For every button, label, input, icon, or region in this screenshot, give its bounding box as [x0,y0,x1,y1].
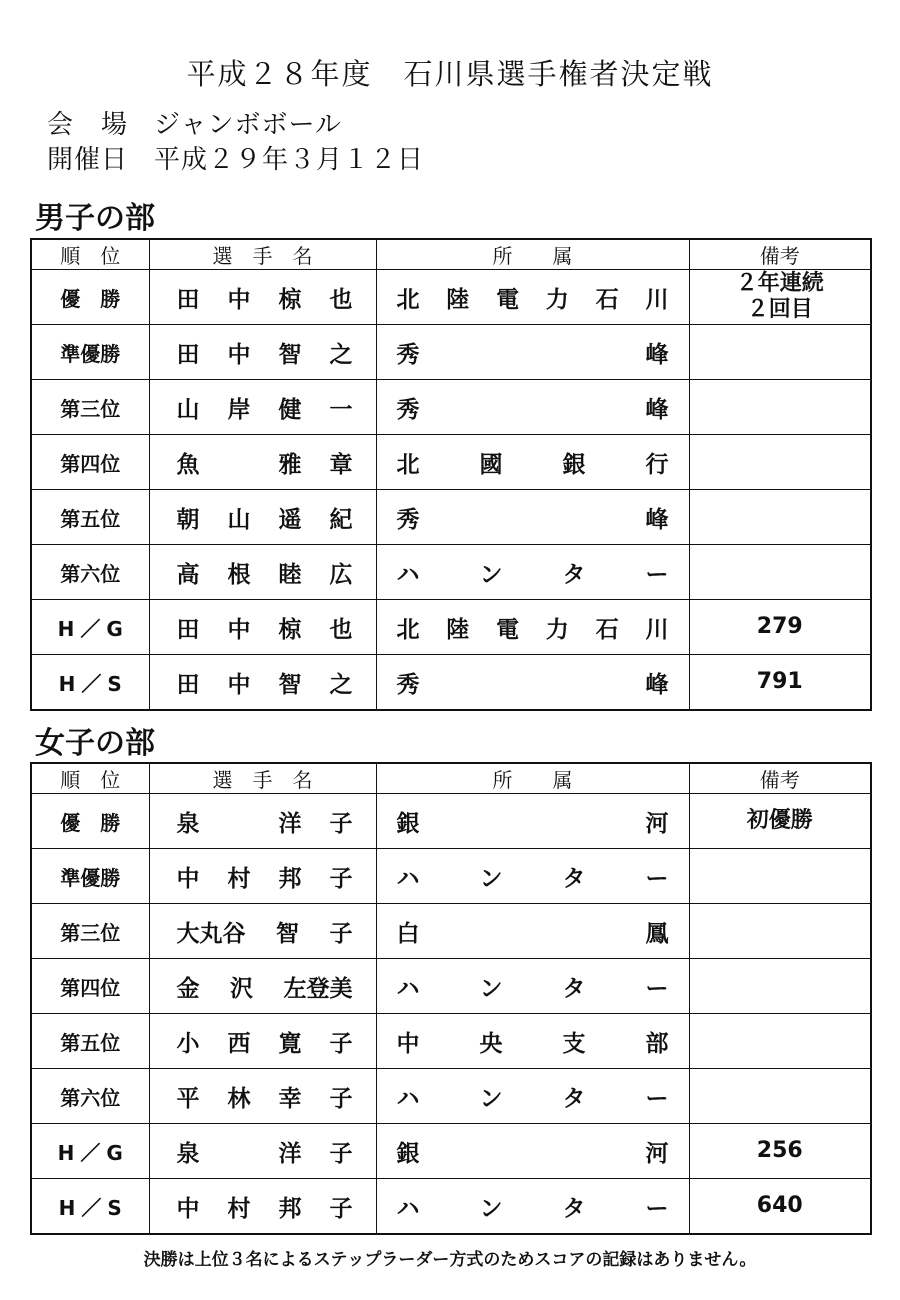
remarks-cell: 初優勝 [689,794,871,849]
affiliation-name [377,501,689,534]
affiliation-cell [376,380,689,435]
char-group: 遥 [278,506,302,533]
char-group: 峰 [645,396,669,423]
affiliation-cell [376,1014,689,1069]
affiliation-name [377,281,689,314]
women-section-heading: 女子の部 [35,726,155,761]
char-group: ハ [396,561,420,588]
affiliation-cell [376,959,689,1014]
affiliation-name [377,1190,689,1223]
char-group: 山 [176,396,200,423]
remarks-cell [689,1014,871,1069]
char-group: 峰 [645,671,669,698]
remarks-cell: 256 [689,1124,871,1179]
rank-cell: 第六位 [31,1069,149,1124]
affiliation-name [377,336,689,369]
rank-cell: 第五位 [31,490,149,545]
char-group: ー [645,1195,669,1222]
char-group: 健 [278,396,302,423]
venue-label: 会 場 [47,110,129,140]
affiliation-cell [376,794,689,849]
char-group: 田 [176,671,200,698]
char-group: 北 [396,451,420,478]
char-group: ハ [396,1195,420,1222]
char-group: 田 [176,616,200,643]
player-name [150,915,376,948]
player-name [150,1025,376,1058]
table-row [31,1014,871,1069]
rank-cell: 第五位 [31,1014,149,1069]
char-group: 根 [227,561,251,588]
char-group: 北 [396,616,420,643]
affiliation-name [377,970,689,1003]
affiliation-name [377,666,689,699]
affiliation-cell [376,490,689,545]
player-cell [149,1069,376,1124]
remarks-cell [689,904,871,959]
remarks-cell: 791 [689,655,871,711]
char-group: 國 [479,451,503,478]
char-group: ー [645,561,669,588]
player-header: 選 手 名 [149,239,376,270]
player-name [150,1080,376,1113]
char-group: ン [479,975,503,1002]
table-row [31,490,871,545]
char-group: 睦 [278,561,302,588]
rank-cell: 第四位 [31,435,149,490]
char-group: 之 [329,341,353,368]
char-group: 部 [645,1030,669,1057]
char-group: 子 [329,865,353,892]
rank-cell: 優 勝 [31,794,149,849]
char-group: ハ [396,975,420,1002]
rank-cell: 優 勝 [31,270,149,325]
rank-header: 順 位 [31,239,149,270]
player-cell [149,849,376,904]
rank-cell: 第三位 [31,904,149,959]
char-group: 山 [227,506,251,533]
affiliation-name [377,860,689,893]
char-group: 平 [176,1085,200,1112]
footnote: 決勝は上位３名によるステップラーダー方式のためスコアの記録はありません。 [143,1250,757,1270]
player-cell [149,490,376,545]
char-group: ー [645,975,669,1002]
char-group: 力 [545,286,569,313]
player-name [150,970,376,1003]
char-group: 陸 [446,616,470,643]
char-group: 河 [645,1140,669,1167]
player-name [150,501,376,534]
char-group: 小 [176,1030,200,1057]
char-group: 金 [176,975,200,1002]
char-group: 泉 [176,810,200,837]
venue-value: ジャンボボール [154,110,342,140]
char-group: 也 [329,616,353,643]
char-group: 峰 [645,341,669,368]
char-group: 銀 [396,1140,420,1167]
affiliation-header: 所 属 [376,763,689,794]
rank-cell: 第三位 [31,380,149,435]
remarks-cell: 640 [689,1179,871,1235]
char-group: 行 [645,451,669,478]
char-group: 朝 [176,506,200,533]
char-group: 川 [645,616,669,643]
table-row [31,545,871,600]
char-group: 河 [645,810,669,837]
char-group: ー [645,1085,669,1112]
affiliation-name [377,1080,689,1113]
player-cell [149,435,376,490]
table-row [31,325,871,380]
affiliation-name [377,805,689,838]
table-row [31,1124,871,1179]
player-name [150,336,376,369]
char-group: 中 [227,286,251,313]
char-group: 子 [329,1195,353,1222]
char-group: 魚 [176,451,200,478]
char-group: 鳳 [645,920,669,947]
char-group: 一 [329,396,353,423]
table-row [31,655,871,711]
affiliation-cell [376,849,689,904]
char-group: タ [562,561,586,588]
player-name [150,666,376,699]
char-group: 子 [329,920,353,947]
char-group: 幸 [278,1085,302,1112]
player-cell [149,545,376,600]
affiliation-cell [376,435,689,490]
char-group: 寛 [278,1030,302,1057]
rank-cell: H／S [31,1179,149,1235]
char-group: 智 [278,671,302,698]
table-header-row [31,763,871,794]
affiliation-name [377,391,689,424]
player-name [150,446,376,479]
char-group: 子 [329,810,353,837]
char-group: 雅 [278,451,302,478]
table-header-row [31,239,871,270]
char-group: 岸 [227,396,251,423]
affiliation-cell [376,655,689,711]
player-cell [149,1014,376,1069]
table-row [31,849,871,904]
char-group: タ [562,1085,586,1112]
affiliation-name [377,1135,689,1168]
char-group: ハ [396,865,420,892]
rank-header: 順 位 [31,763,149,794]
men-section-heading: 男子の部 [35,201,155,236]
char-group: 洋 [278,810,302,837]
table-row [31,1179,871,1235]
player-name [150,860,376,893]
char-group: 智 [276,920,299,947]
affiliation-cell [376,600,689,655]
player-cell [149,270,376,325]
char-group: 子 [329,1140,353,1167]
char-group: 林 [227,1085,251,1112]
rank-cell: H／S [31,655,149,711]
player-header: 選 手 名 [149,763,376,794]
affiliation-name [377,556,689,589]
affiliation-cell [376,904,689,959]
char-group: 泉 [176,1140,200,1167]
affiliation-cell [376,325,689,380]
date-line [47,145,424,175]
player-cell [149,325,376,380]
char-group: 村 [227,1195,251,1222]
char-group: 高 [176,561,200,588]
remarks-cell [689,1069,871,1124]
affiliation-header: 所 属 [376,239,689,270]
rank-cell: H／G [31,1124,149,1179]
char-group: 秀 [396,341,420,368]
char-group: 銀 [562,451,586,478]
player-cell [149,600,376,655]
char-group: 邦 [278,865,302,892]
player-cell [149,959,376,1014]
char-group: 白 [396,920,420,947]
char-group: 銀 [396,810,420,837]
char-group: 中 [227,341,251,368]
remarks-cell [689,325,871,380]
char-group: 石 [595,286,619,313]
char-group: 沢 [230,975,253,1002]
remarks-header: 備考 [689,239,871,270]
char-group: 中 [227,671,251,698]
char-group: ン [479,865,503,892]
remarks-header: 備考 [689,763,871,794]
date-value: 平成２９年３月１２日 [154,145,425,175]
document-title: 平成２８年度 石川県選手権者決定戦 [186,57,714,91]
rank-cell: 第六位 [31,545,149,600]
remarks-cell [689,849,871,904]
player-name [150,391,376,424]
remarks-cell [689,380,871,435]
player-name [150,611,376,644]
date-label: 開催日 [47,145,129,175]
char-group: 左登美 [283,975,353,1002]
player-cell [149,1179,376,1235]
affiliation-name [377,446,689,479]
char-group: 中 [176,865,200,892]
char-group: タ [562,865,586,892]
char-group: 中 [396,1030,420,1057]
men-results-table [30,238,872,711]
char-group: 石 [595,616,619,643]
char-group: 子 [329,1030,353,1057]
char-group: ン [479,1085,503,1112]
char-group: 紀 [329,506,353,533]
char-group: 陸 [446,286,470,313]
women-results-table [30,762,872,1235]
char-group: 力 [545,616,569,643]
char-group: 西 [227,1030,251,1057]
affiliation-cell [376,270,689,325]
char-group: 秀 [396,396,420,423]
rank-cell: H／G [31,600,149,655]
remarks-cell [689,435,871,490]
player-cell [149,794,376,849]
player-name [150,1135,376,1168]
table-row [31,380,871,435]
table-row [31,904,871,959]
char-group: 椋 [278,286,302,313]
char-group: ン [479,561,503,588]
char-group: 秀 [396,506,420,533]
remarks-cell: 279 [689,600,871,655]
remarks-cell: ２年連続 ２回目 [689,270,871,325]
affiliation-name [377,1025,689,1058]
remarks-cell [689,959,871,1014]
player-cell [149,655,376,711]
remarks-cell [689,545,871,600]
table-row [31,1069,871,1124]
table-row [31,600,871,655]
char-group: ハ [396,1085,420,1112]
affiliation-cell [376,545,689,600]
table-row [31,435,871,490]
char-group: 子 [329,1085,353,1112]
char-group: 邦 [278,1195,302,1222]
char-group: 村 [227,865,251,892]
char-group: タ [562,1195,586,1222]
char-group: 椋 [278,616,302,643]
char-group: 中 [227,616,251,643]
player-name [150,281,376,314]
player-cell [149,904,376,959]
table-row [31,959,871,1014]
char-group: 大丸谷 [176,920,246,947]
char-group: 田 [176,341,200,368]
remarks-cell [689,490,871,545]
rank-cell: 準優勝 [31,849,149,904]
char-group: 中 [176,1195,200,1222]
char-group: 洋 [278,1140,302,1167]
affiliation-name [377,611,689,644]
char-group: 峰 [645,506,669,533]
table-row [31,794,871,849]
table-row [31,270,871,325]
player-name [150,1190,376,1223]
char-group: ン [479,1195,503,1222]
venue-line [47,110,342,140]
char-group: 広 [329,561,353,588]
char-group: 智 [278,341,302,368]
affiliation-cell [376,1179,689,1235]
char-group: タ [562,975,586,1002]
char-group: 田 [176,286,200,313]
affiliation-name [377,915,689,948]
player-cell [149,380,376,435]
char-group: 秀 [396,671,420,698]
char-group: 章 [329,451,353,478]
char-group: 電 [496,616,520,643]
char-group: 之 [329,671,353,698]
char-group: 川 [645,286,669,313]
affiliation-cell [376,1069,689,1124]
player-name [150,805,376,838]
char-group: 央 [479,1030,503,1057]
char-group: 電 [496,286,520,313]
affiliation-cell [376,1124,689,1179]
char-group: 也 [329,286,353,313]
char-group: 支 [562,1030,586,1057]
rank-cell: 第四位 [31,959,149,1014]
player-cell [149,1124,376,1179]
rank-cell: 準優勝 [31,325,149,380]
player-name [150,556,376,589]
char-group: ー [645,865,669,892]
char-group: 北 [396,286,420,313]
